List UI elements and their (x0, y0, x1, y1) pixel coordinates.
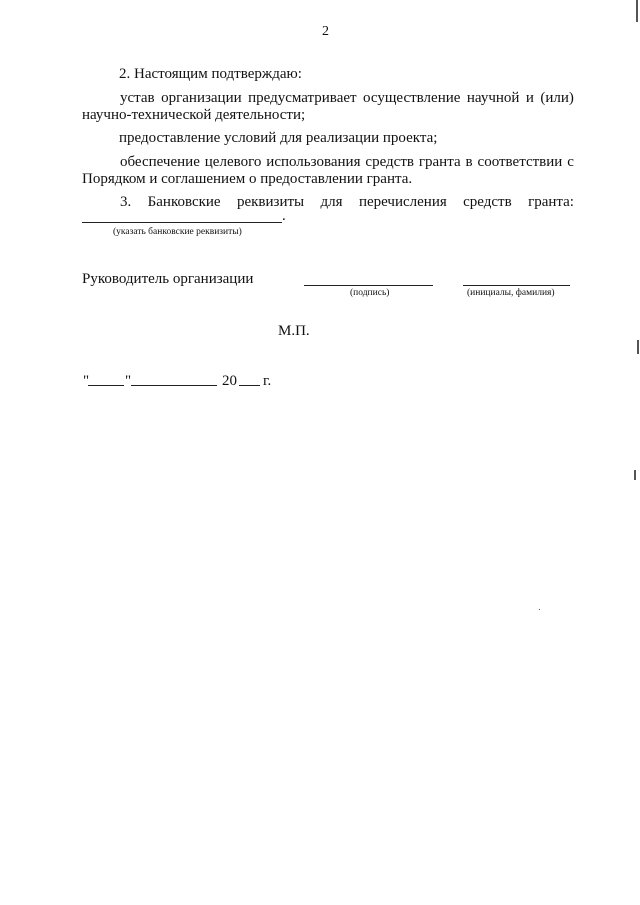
word: средств (365, 154, 414, 170)
word: с (567, 154, 574, 170)
word: осуществление (363, 90, 461, 106)
word: гранта (418, 154, 461, 170)
word: Банковские (147, 194, 221, 210)
year-prefix: 20 (222, 373, 237, 389)
word: в (465, 154, 473, 170)
date-close-quote: " (125, 373, 132, 389)
word: устав (120, 90, 155, 106)
word: и (525, 90, 534, 106)
month-blank (131, 385, 217, 386)
bank-details-line (120, 193, 574, 211)
word: организации (161, 90, 242, 106)
word: целевого (204, 154, 262, 170)
word: обеспечение (120, 154, 200, 170)
year-suffix: г. (263, 373, 272, 389)
word: использования (266, 154, 361, 170)
scan-speck (539, 609, 540, 610)
charter-line-1 (120, 89, 574, 107)
word: соответствии (477, 154, 563, 170)
word: (или) (540, 90, 574, 106)
bank-details-hint: (указать банковские реквизиты) (113, 227, 242, 237)
word: гранта: (528, 194, 574, 210)
word: предусматривает (248, 90, 357, 106)
signature-line (304, 285, 433, 286)
stamp-placeholder: М.П. (278, 323, 310, 339)
name-line (463, 285, 570, 286)
usage-line-2: Порядком и соглашением о предоставлении гранта. (82, 171, 413, 187)
date-open-quote: " (83, 373, 90, 389)
word: научной (466, 90, 520, 106)
word: для (320, 194, 343, 210)
word: средств (463, 194, 512, 210)
page-number: 2 (322, 24, 329, 39)
item2-heading: 2. Настоящим подтверждаю: (119, 66, 302, 82)
bank-details-period: . (282, 208, 286, 224)
scan-edge-mark (637, 340, 639, 354)
usage-line-1 (120, 153, 574, 171)
word: перечисления (358, 194, 447, 210)
scan-edge-mark (636, 0, 638, 22)
signature-hint: (подпись) (350, 288, 390, 298)
name-hint: (инициалы, фамилия) (467, 288, 555, 298)
head-of-organization-label: Руководитель организации (82, 271, 254, 287)
day-blank (88, 385, 124, 386)
scan-edge-mark (634, 470, 636, 480)
charter-line-2: научно-технической деятельности; (82, 107, 306, 123)
bank-details-blank (82, 222, 282, 223)
year-blank (239, 385, 260, 386)
word: реквизиты (236, 194, 305, 210)
provision-line: предоставление условий для реализации проекта; (119, 130, 438, 146)
word: 3. (120, 194, 132, 210)
